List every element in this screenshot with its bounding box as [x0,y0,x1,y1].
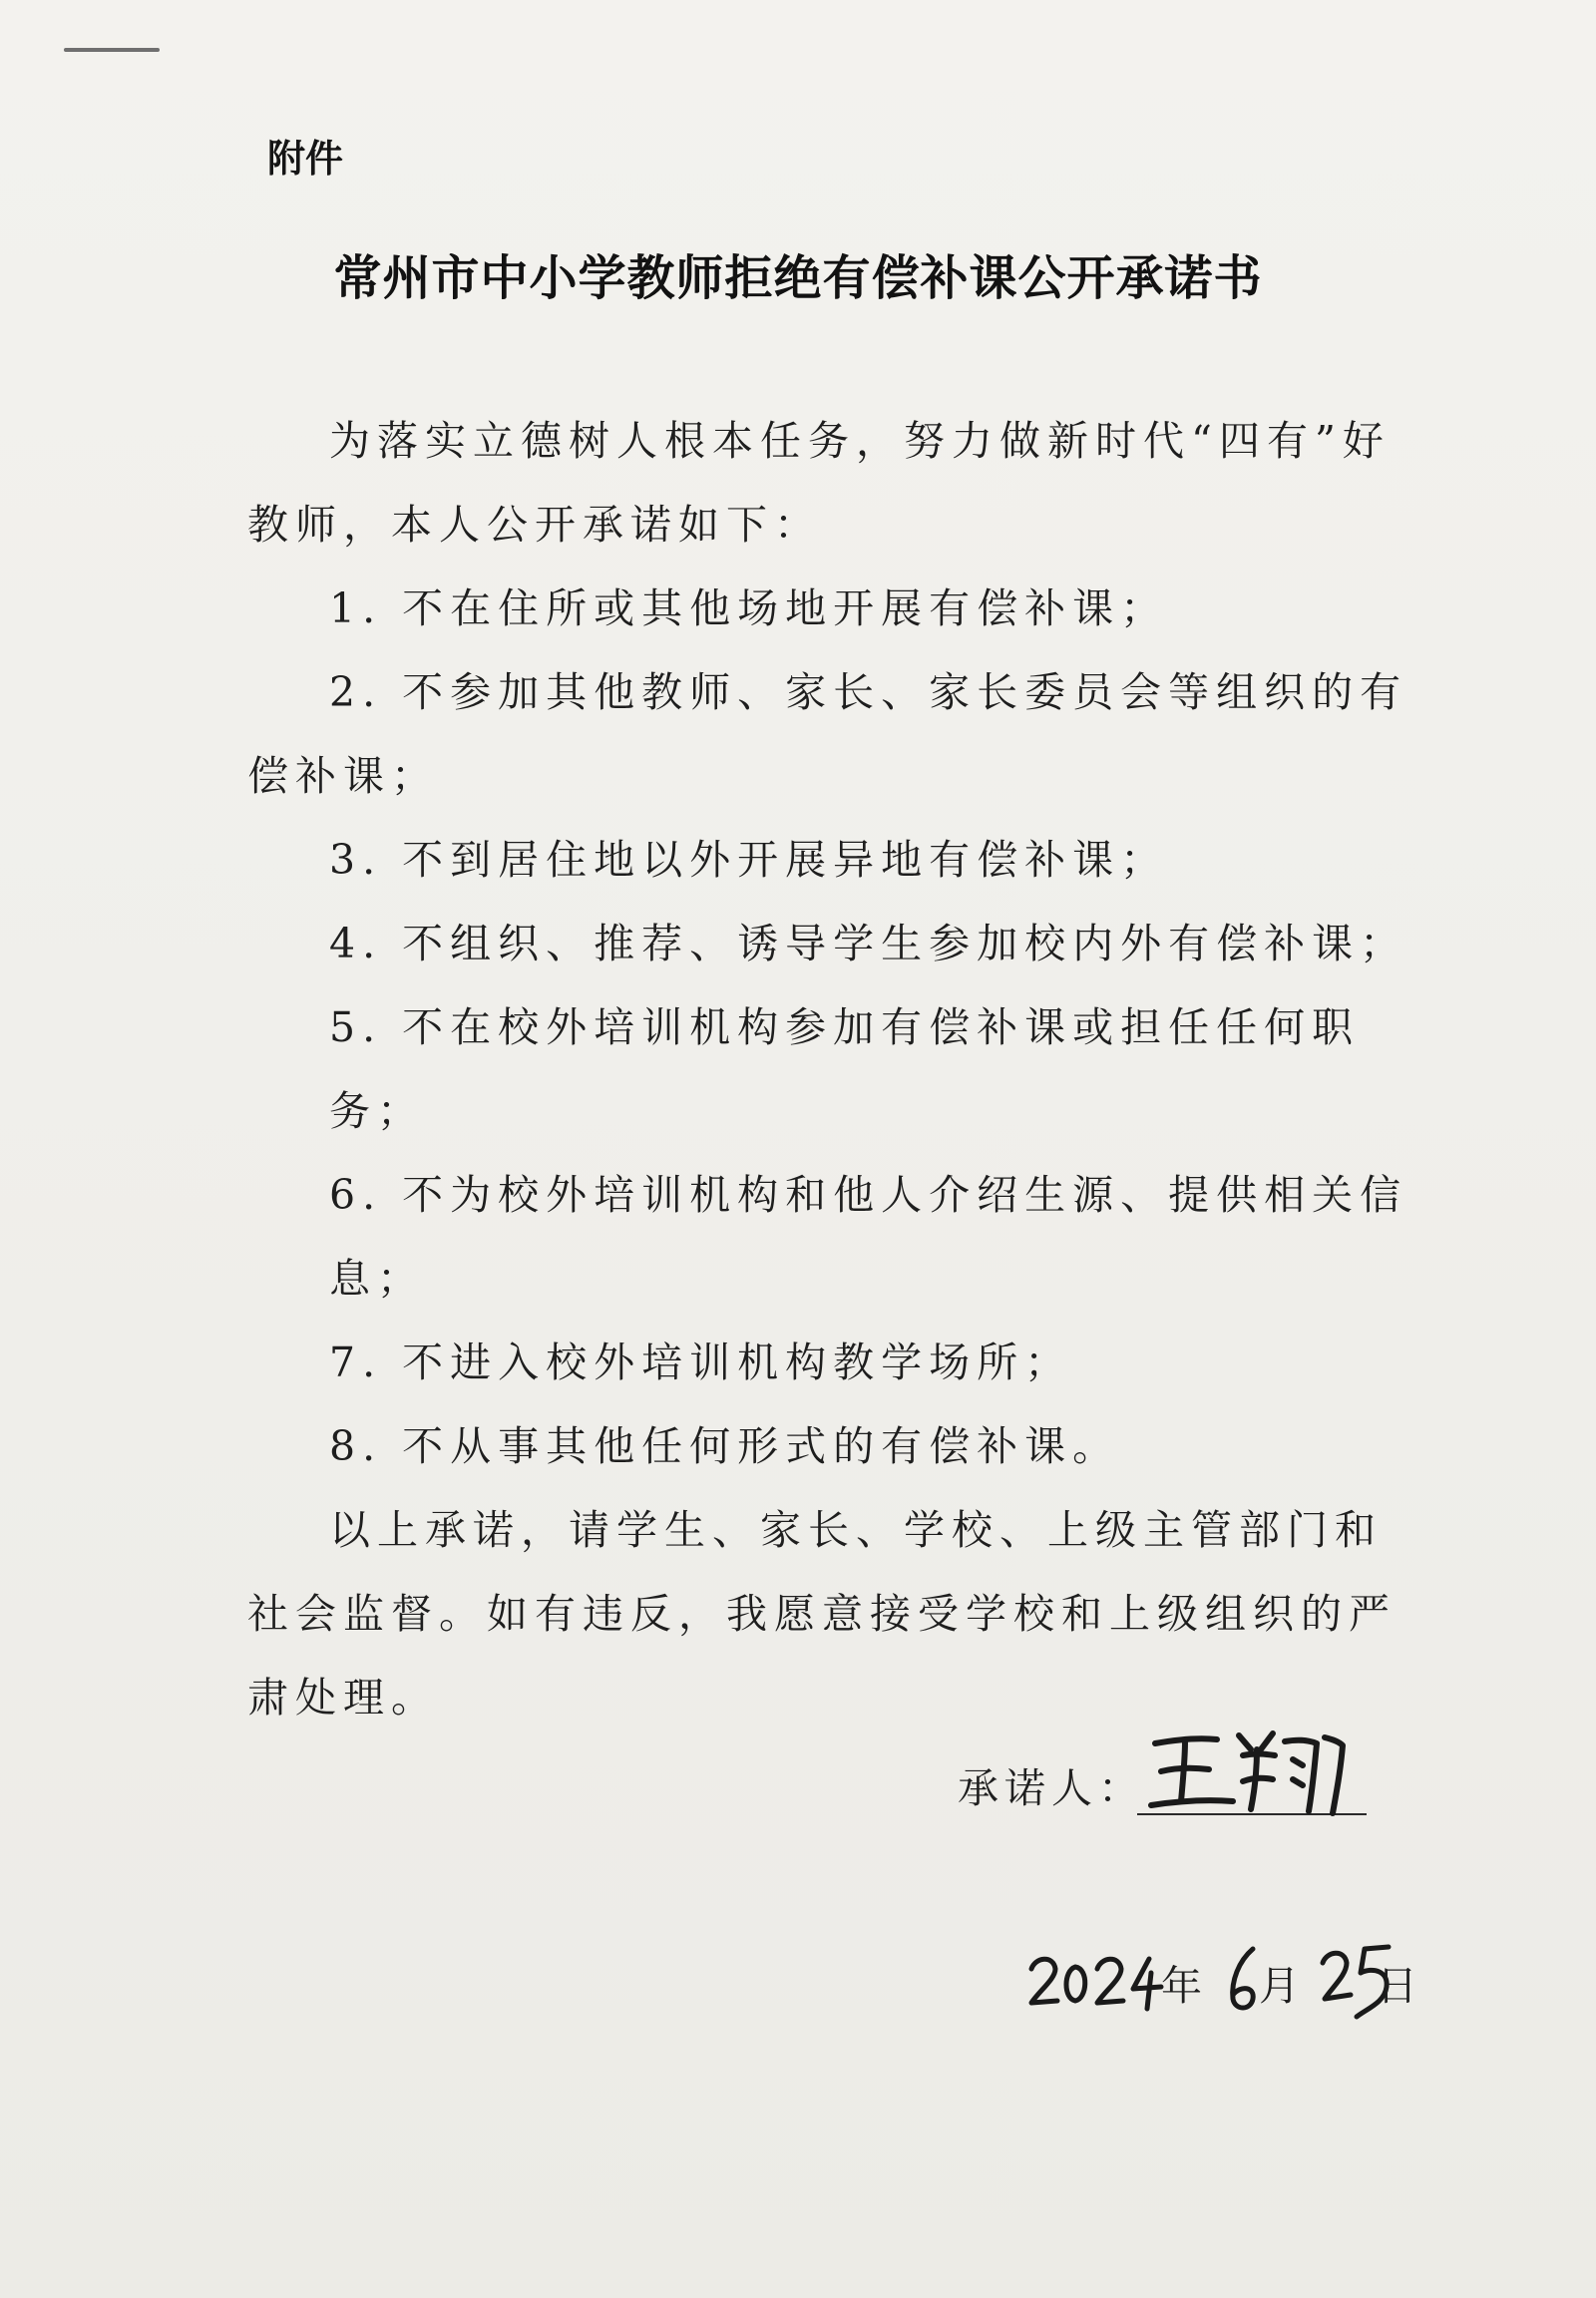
handwritten-month [1223,1941,1263,2021]
pledge-item-1: 1. 不在住所或其他场地开展有偿补课； [329,584,1169,632]
month-unit: 月 [1259,1962,1300,2010]
signer-label: 承诺人： [958,1764,1145,1812]
pledge-item-2: 2. 不参加其他教师、家长、家长委员会等组织的有偿补课； [247,668,1408,800]
year-unit: 年 [1161,1962,1202,2010]
pledge-item-5: 5. 不在校外培训机构参加有偿补课或担任任何职务； [329,1003,1361,1135]
day-unit: 日 [1377,1962,1417,2010]
document-title: 常州市中小学教师拒绝有偿补课公开承诺书 [333,250,1263,306]
pledge-item-7: 7. 不进入校外培训机构教学场所； [329,1339,1073,1386]
pledge-item-6: 6. 不为校外培训机构和他人介绍生源、提供相关信息； [329,1171,1408,1303]
document-body [247,399,1424,1739]
pledge-item-4: 4. 不组织、推荐、诱导学生参加校内外有偿补课； [329,920,1408,967]
pledge-item-3: 3. 不到居住地以外开展异地有偿补课； [329,836,1169,884]
corner-mark [64,48,160,52]
handwritten-signature [1147,1725,1347,1817]
closing-paragraph: 以上承诺，请学生、家长、学校、上级主管部门和社会监督。如有违反，我愿意接受学校和上级组织的严肃处理。 [247,1506,1396,1722]
date-block [1027,1935,1446,2025]
pledge-item-8: 8. 不从事其他任何形式的有偿补课。 [329,1422,1121,1470]
attachment-label: 附件 [267,137,344,181]
intro-paragraph: 为落实立德树人根本任务，努力做新时代“四有”好教师，本人公开承诺如下： [247,417,1391,549]
handwritten-year [1027,1939,1167,2019]
